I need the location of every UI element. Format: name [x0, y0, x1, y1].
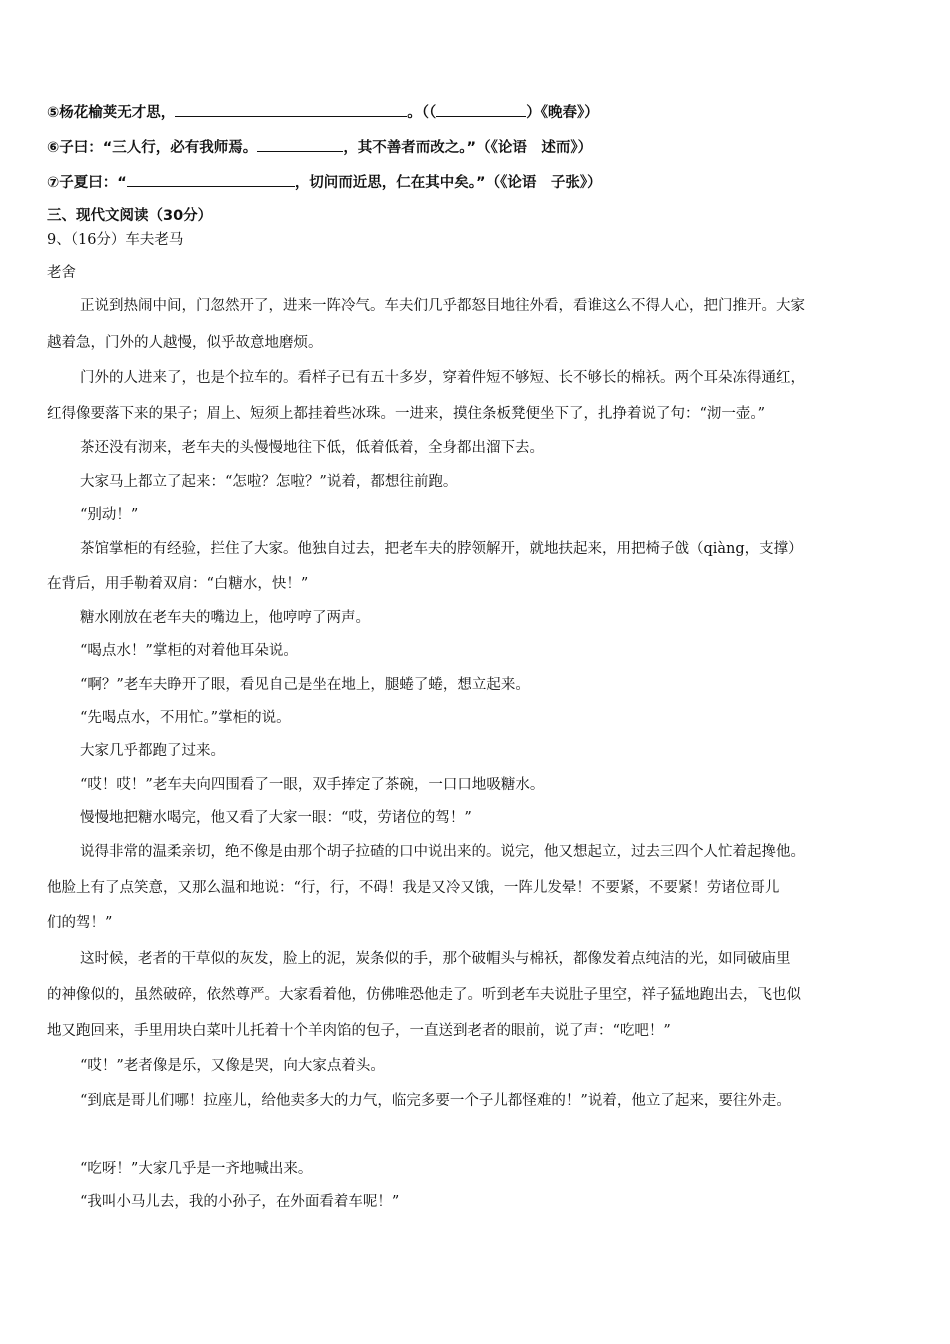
passage-line: “我叫小马儿去，我的小孙子，在外面看着车呢！”: [80, 1194, 400, 1210]
passage-line: “哎！哎！”老车夫向四围看了一眼，双手捧定了茶碗，一口口地吸糖水。: [80, 777, 545, 793]
passage-line: “吃呀！”大家几乎是一齐地喊出来。: [80, 1161, 313, 1177]
passage-line: 越着急，门外的人越慢，似乎故意地磨烦。: [47, 335, 323, 351]
fill-blank-5-mid: 。（（: [407, 105, 437, 121]
author: 老舍: [47, 265, 76, 281]
passage-line: 在背后，用手勒着双肩：“白糖水，快！”: [47, 576, 309, 592]
passage-line: 茶馆掌柜的有经验，拦住了大家。他独自过去，把老车夫的脖领解开，就地扶起来，用把椅子戗（qiàng，支撑）: [80, 541, 803, 557]
fill-blank-5: [47, 101, 917, 123]
section-title: 三、现代文阅读（30分）: [47, 208, 213, 224]
passage-line: 红得像要落下来的果子；眉上、短须上都挂着些冰珠。一进来，摸住条板凳便坐下了，扎挣着说了句：“沏一壶。”: [47, 406, 766, 422]
fill-blank-7-pre: ⑦子夏曰：“: [47, 175, 127, 191]
passage-line: “别动！”: [80, 507, 139, 523]
fill-blank-6-post: ，其不善者而改之。”（《论语 述而》）: [343, 140, 593, 156]
fill-blank-7-post: ，切问而近思，仁在其中矣。”（《论语 子张》）: [294, 175, 602, 191]
passage-line: 门外的人进来了，也是个拉车的。看样子已有五十多岁，穿着件短不够短、长不够长的棉袄。两个耳朵冻得通红，: [80, 370, 805, 386]
passage-line: 茶还没有沏来，老车夫的头慢慢地往下低，低着低着，全身都出溜下去。: [80, 440, 544, 456]
answer-blank[interactable]: [127, 171, 295, 187]
passage-line: “哎！”老者像是乐，又像是哭，向大家点着头。: [80, 1058, 385, 1074]
answer-blank[interactable]: [257, 136, 343, 152]
passage-line: “到底是哥儿们哪！拉座儿，给他卖多大的力气，临完多要一个子儿都怪难的！”说着，他立了起来，要往外走。: [80, 1093, 791, 1109]
passage-line: “先喝点水，不用忙。”掌柜的说。: [80, 710, 291, 726]
passage-line: 的神像似的，虽然破碎，依然尊严。大家看着他，仿佛唯恐他走了。听到老车夫说肚子里空，祥子猛地跑出去，飞也似: [47, 987, 801, 1003]
fill-blank-6: [47, 136, 917, 158]
passage-line: 说得非常的温柔亲切，绝不像是由那个胡子拉碴的口中说出来的。说完，他又想起立，过去三四个人忙着起搀他。: [80, 844, 805, 860]
passage-line: 们的驾！”: [47, 915, 113, 931]
passage-line: 他脸上有了点笑意，又那么温和地说：“行，行，不碍！我是又冷又饿，一阵儿发晕！不要紧，不要紧！劳诸位哥儿: [47, 880, 780, 896]
fill-blank-5-pre: ⑤杨花榆荚无才思，: [47, 105, 176, 121]
question-header: 9、（16分）车夫老马: [47, 232, 184, 248]
passage-line: “喝点水！”掌柜的对着他耳朵说。: [80, 643, 298, 659]
passage-line: 这时候，老者的干草似的灰发，脸上的泥，炭条似的手，那个破帽头与棉袄，都像发着点纯洁的光，如同破庙里: [80, 951, 791, 967]
passage-line: 慢慢地把糖水喝完，他又看了大家一眼：“哎，劳诸位的驾！”: [80, 810, 472, 826]
passage-line: “啊？”老车夫睁开了眼，看见自己是坐在地上，腿蜷了蜷，想立起来。: [80, 677, 530, 693]
fill-blank-6-pre: ⑥子曰：“三人行，必有我师焉。: [47, 140, 258, 156]
passage-line: 大家几乎都跑了过来。: [80, 743, 225, 759]
passage-line: 大家马上都立了起来：“怎啦？怎啦？”说着，都想往前跑。: [80, 474, 458, 490]
fill-blank-7: [47, 171, 917, 193]
passage-line: 正说到热闹中间，门忽然开了，进来一阵冷气。车夫们几乎都怒目地往外看，看谁这么不得人心，把门推开。大家: [80, 298, 805, 314]
passage-line: 地又跑回来，手里用块白菜叶儿托着十个羊肉馅的包子，一直送到老者的眼前，说了声：“吃吧！”: [47, 1023, 671, 1039]
answer-blank[interactable]: [436, 101, 526, 117]
passage-line: 糖水刚放在老车夫的嘴边上，他哼哼了两声。: [80, 610, 370, 626]
answer-blank[interactable]: [175, 101, 407, 117]
fill-blank-5-post: ）《晚春》）: [526, 105, 599, 121]
